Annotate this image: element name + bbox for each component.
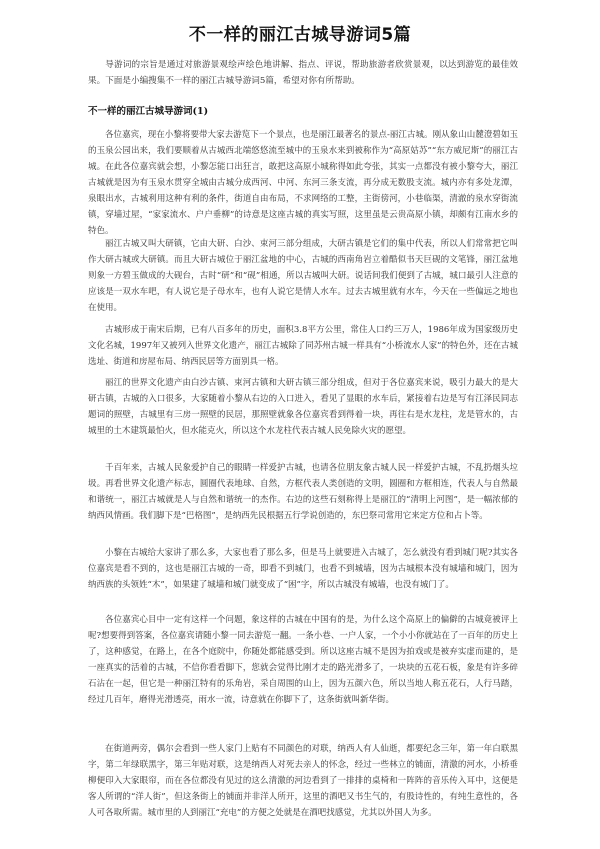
body-paragraph: 丽江古城又叫大研镇，它由大研、白沙、束河三部分组成，大研古镇是它们的集中代表，所以人们常常把它叫作大研古城或大研镇。而且大研古城位于丽江盆地的中心，古城的西南角岩立着酷似书天巨砚的文笔锋，丽江盆地则象一方碧玉做成的大砚台，古时“研”和“砚”相通，所以古城叫大研。说话间我们便到了古城，城口最引人注意的应该是一双水车吧，有人说它是子母水车，也有人说它是情人水车。过去古城里就有水车，今天在一些偏远之地也在使用。 <box>88 239 518 313</box>
section-heading: 不一样的丽江古城导游词(1) <box>88 106 209 117</box>
body-paragraph: 各位嘉宾，现在小黎将要带大家去游览下一个景点，也是丽江最著名的景点-丽江古城。刚从象山山麓澄碧如玉的玉泉公园出来，我们要顺着从古城西北端悠悠流至城中的玉泉水来到被称作为“高原姑苏”“东方威尼斯”的丽江古城。在此各位嘉宾就会想，小黎怎能口出狂言，敢把这高原小城称得如此夸张，其实一点都没有被小黎夸大，丽江古城就是因为有玉泉水贯穿全城由古城分成西河、中河、东河三条支流，再分成无数股支流。城内亦有多处龙潭，泉眼出水，古城利用这种有利的条件，街道自由布局，不求网络的工整，主街傍河，小巷临渠，清澈的泉水穿街流镇，穿墙过屋，“家家流水、户户垂柳”的诗意是这座古城的真实写照，这里虽是云贵高原小镇，却颇有江南水乡的特色。 <box>88 130 518 236</box>
body-paragraph: 各位嘉宾心目中一定有这样一个问题，象这样的古城在中国有的是，为什么这个高原上的偏僻的古城竟被评上呢?想要得到答案，各位嘉宾请随小黎一同去游览一翻。一条小巷、一户人家，一个小小你就站在了一百年的历史上了，这种感觉，在路上，在各个庭院中，你随处都能感受到。所以这座古城不是因为拍戏或是被弃实虚而建的，是一座真实的活着的古城，不信你看看脚下，您就会觉得比刚才走的路光滑多了，一块块的五花石板，象是有许多碎石沾在一起，但它是一种丽江特有的乐角岩，采自周围的山上，因为五颜六色，所以当地人称五花石，人行马踏，经过几百年，磨得光滑透亮，雨水一流，诗意就在你脚下了，这条街就叫新华街。 <box>88 615 518 705</box>
body-paragraph: 小黎在古城给大家讲了那么多，大家也看了那么多，但是马上就要进入古城了，怎么就没有看到城门呢?其实各位嘉宾是看不到的，这也是丽江古城的一奇，即看不到城门，也看不到城墙，因为古城根本没有城墙和城门，因为纳西族的头领姓“木”，如果建了城墙和城门就变成了“困”字，所以古城没有城墙，也没有城门了。 <box>88 548 518 590</box>
intro-paragraph: 导游词的宗旨是通过对旅游景观绘声绘色地讲解、指点、评说，帮助旅游者欣赏景观，以达到游览的最佳效果。下面是小编搜集不一样的丽江古城导游词5篇，希望对你有所帮助。 <box>88 60 518 86</box>
body-paragraph: 在街道两旁，偶尔会看到一些人家门上贴有不同颜色的对联，纳西人有人仙逝，都要纪念三年，第一年白联黑字，第二年绿联黑字，第三年贴对联，这是纳西人对死去亲人的怀念，经过一些林立的铺面，清激的河水，小桥垂柳便印入大家眼帘，而在各位都没有见过的这么清激的河边看到了一排排的桌椅和一阵阵的音乐传入耳中，这便是客人所谓的“洋人街”，但这条街上的铺面并非洋人所开，这里的酒吧又书生气的，有股诗性的，有纯生意性的，各人可各取所需。城市里的人到丽江“充电”的方便之处就是在酒吧找感觉，尤其以外国人为多。 <box>88 744 518 818</box>
document-title: 不一样的丽江古城导游词5篇 <box>188 25 412 45</box>
body-paragraph: 古城形成于南宋后期，已有八百多年的历史，面积3.8平方公里，常住人口约三万人，1986年成为国家级历史文化名城，1997年又被列入世界文化遗产，丽江古城除了同苏州古城一样具有“小桥流水人家”的特色外，还在古城选址、街道和房屋布局、纳西民居等方面别具一格。 <box>88 325 518 367</box>
body-paragraph: 丽江的世界文化遗产由白沙古镇、束河古镇和大研古镇三部分组成，但对于各位嘉宾来说，吸引力最大的是大研古镇，古城的入口很多，大家随着小黎从右边的入口进入，看见了显眼的水车后，紧接着右边是写有江泽民同志题词的照壁，古城里有三房一照壁的民居，那照壁就象各位嘉宾看到得着一块，再往右是水龙柱，龙是管水的，古城里的土木建筑最怕火，但水能克火，所以这个水龙柱代表古城人民免除火灾的愿望。 <box>88 378 518 436</box>
body-paragraph: 千百年来，古城人民象爱护自己的眼睛一样爱护古城，也请各位朋友象古城人民一样爱护古城，不乱扔烟头垃圾。再看世界文化遗产标志，圆圈代表地球、自然，方框代表人类创造的文明，圆圈和方框相连，代表人与自然最和谐统一，丽江古城就是人与自然和谐统一的杰作。右边的这些石刻称得上是丽江的“清明上河图”，是一幅浓郁的纳西风情画。我们脚下是“巴格图”，是纳西先民根据五行学说创造的，东巴祭司常用它来定方位和占卜等。 <box>88 463 518 521</box>
